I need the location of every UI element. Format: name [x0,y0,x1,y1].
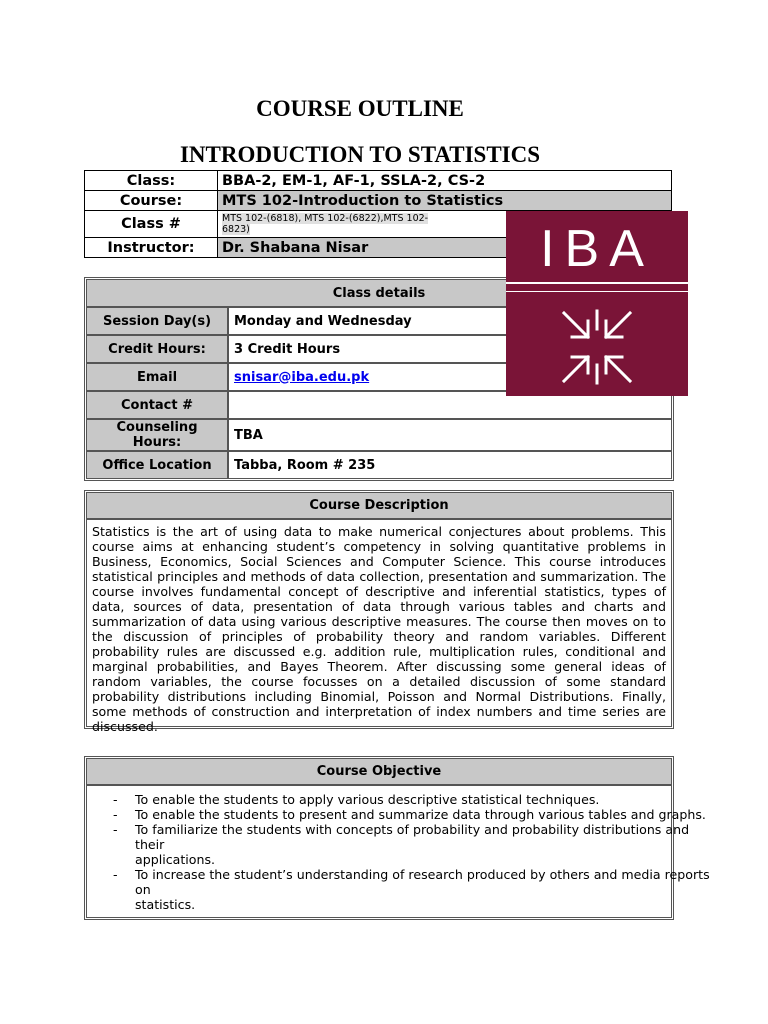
bullet-dash: - [113,807,118,822]
objective-text-continued: applications. [135,852,216,867]
iba-logo-text: IBA [540,220,654,278]
detail-row [87,452,671,478]
logo-divider [506,282,688,284]
course-row [85,191,672,211]
office-location-label: Office Location [87,452,229,478]
iba-arrows-emblem-icon [558,307,636,387]
instructor-value: Dr. Shabana Nisar [218,238,672,258]
objective-text: To increase the student’s understanding of research produced by others and media reports on [135,867,710,897]
class-number-part-2: MTS 102- [383,213,429,224]
bullet-dash: - [113,867,118,882]
objective-list [87,786,717,912]
objective-text-continued: statistics. [135,897,196,912]
counseling-hours-value: TBA [229,420,671,452]
class-label: Class: [85,171,218,191]
credit-hours-label: Credit Hours: [87,336,229,364]
class-number-label: Class # [85,211,218,238]
course-value: MTS 102-Introduction to Statistics [218,191,672,211]
session-days-label: Session Day(s) [87,308,229,336]
detail-row [87,392,671,420]
class-value: BBA-2, EM-1, AF-1, SSLA-2, CS-2 [218,171,672,191]
course-objective-header: Course Objective [87,759,671,786]
course-label: Course: [85,191,218,211]
course-title: INTRODUCTION TO STATISTICS [179,142,541,167]
course-objective-section [84,756,710,920]
list-item [87,807,717,822]
contact-label: Contact # [87,392,229,420]
objective-text: To enable the students to present and summarize data through various tables and graphs. [135,807,706,822]
detail-row [87,420,671,452]
objective-text: To enable the students to apply various descriptive statistical techniques. [135,792,600,807]
class-number-part-1: MTS 102-(6818), MTS 102-(6822), [222,213,384,224]
counseling-hours-label: Counseling Hours: [87,420,229,452]
course-description-text: Statistics is the art of using data to make numerical conjectures about problems. This course aims at enhancing student’s competency in solving quantitative problems in Business, Economics, Social Sciences and Computer Science. This course introduces statistical principles and methods of data collection, presentation and summarization. The course involves fundamental concept of descriptive and inferential statistics, types of data, sources of data, presentation of data through various tables and charts and summarization of data using various descriptive measures. The course then moves on to the discussion of principles of probability theory and random variables. Different probability rules are discussed e.g. addition rule, multiplication rules, conditional and marginal probabilities, and Bayes Theorem. After discussing some general ideas of random variables, the course focusses on a detailed discussion of some standard probability distributions including Binomial, Poisson and Normal Distributions. Finally, some methods of construction and interpretation of index numbers and time series are discussed. [92,524,666,734]
list-item [87,822,717,867]
office-location-value: Tabba, Room # 235 [234,457,376,473]
class-details-header: Class details [87,280,671,308]
contact-value [229,392,671,420]
logo-divider-thin [506,291,688,292]
instructor-label: Instructor: [85,238,218,258]
email-label: Email [87,364,229,392]
course-description-section [84,490,674,734]
bullet-dash: - [113,792,118,807]
class-row [85,171,672,191]
email-link[interactable]: snisar@iba.edu.pk [234,369,370,385]
session-days-value: Monday and Wednesday [229,308,671,336]
iba-logo [506,211,688,396]
list-item [87,792,717,807]
list-item [87,867,717,912]
objective-text: To familiarize the students with concepts of probability and probability distributions and their [135,822,690,852]
credit-hours-value: 3 Credit Hours [229,336,671,364]
bullet-dash: - [113,822,118,837]
course-description-header: Course Description [87,493,671,520]
class-number-part-3: 6823) [222,224,250,235]
document-title: COURSE OUTLINE [256,96,464,121]
